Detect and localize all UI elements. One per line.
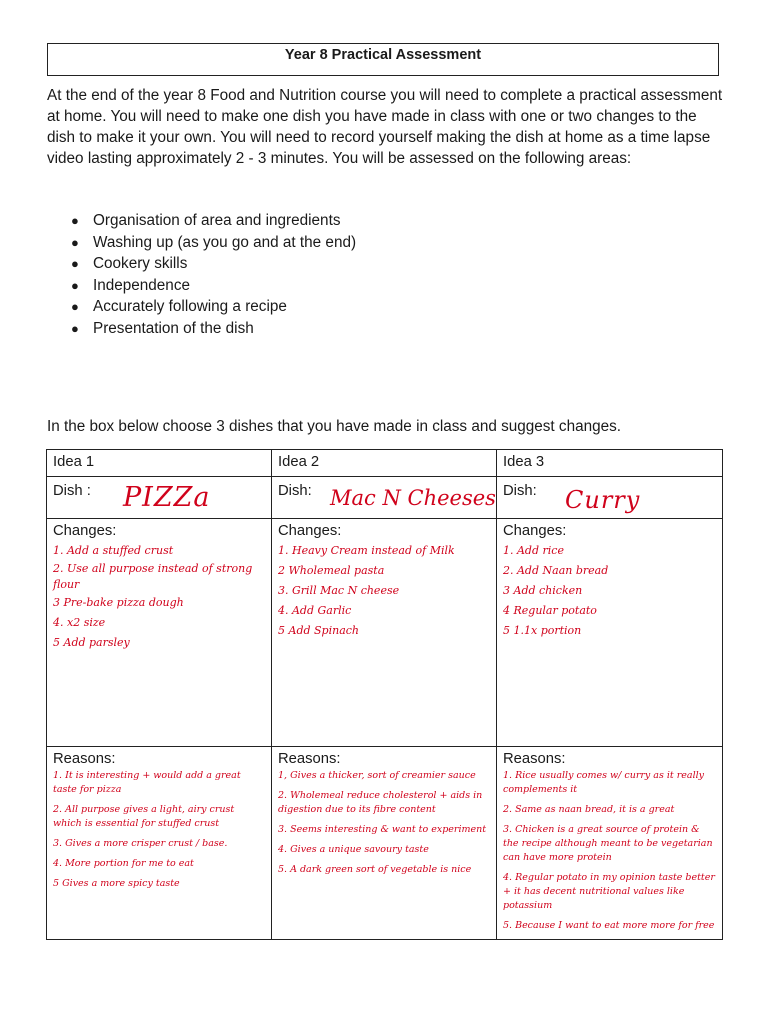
idea-3-header <box>497 450 723 477</box>
area-label: Cookery skills <box>93 255 188 273</box>
page-title: Year 8 Practical Assessment <box>47 43 719 76</box>
idea-3-changes-cell <box>497 519 723 747</box>
bullet-icon: ● <box>71 234 79 250</box>
dish-label: Dish: <box>503 483 537 499</box>
list-item: 4. x2 size <box>53 616 106 629</box>
list-item <box>47 232 707 254</box>
list-item: 5. Because I want to eat more more for free <box>503 920 715 931</box>
bullet-icon: ● <box>71 277 79 293</box>
dish-label: Dish : <box>53 483 91 499</box>
list-item: 5 1.1x portion <box>503 624 582 637</box>
list-item <box>47 210 707 232</box>
list-item: 4. More portion for me to eat <box>53 858 194 869</box>
list-item: 4. Add Garlic <box>278 604 352 617</box>
table-row <box>47 519 723 747</box>
list-item: 3 Add chicken <box>503 584 583 597</box>
list-item: 1. Heavy Cream instead of Milk <box>278 544 455 557</box>
list-item: 1, Gives a thicker, sort of creamier sauce <box>278 770 476 781</box>
changes-label: Changes: <box>53 523 117 539</box>
list-item: 3. Grill Mac N cheese <box>278 584 400 597</box>
idea-2-reasons-cell <box>272 747 497 940</box>
list-item: 3. Gives a more crisper crust / base. <box>53 838 228 849</box>
list-item: 2 Wholemeal pasta <box>278 564 385 577</box>
list-item: 3. Chicken is a great source of protein & the recipe although meant to be vegetarian can have more protein <box>503 824 713 863</box>
idea-1-reasons-cell <box>47 747 272 940</box>
idea-1-header <box>47 450 272 477</box>
list-item: 4. Gives a unique savoury taste <box>278 844 429 855</box>
bullet-icon: ● <box>71 320 79 336</box>
idea-1-dish-cell <box>47 477 272 519</box>
area-label: Organisation of area and ingredients <box>93 212 341 229</box>
dish-handwriting: PIZZa <box>123 482 211 513</box>
idea-3-dish-cell <box>497 477 723 519</box>
list-item <box>47 253 707 275</box>
list-item: 2. All purpose gives a light, airy crust which is essential for stuffed crust <box>53 804 235 829</box>
idea-label: Idea 1 <box>53 454 95 470</box>
ideas-table <box>46 449 723 940</box>
idea-2-header <box>272 450 497 477</box>
table-instruction: In the box below choose 3 dishes that you have made in class and suggest changes. <box>47 418 622 435</box>
list-item: 2. Same as naan bread, it is a great <box>503 804 675 815</box>
list-item: 2. Use all purpose instead of strong flour <box>53 562 253 591</box>
list-item <box>47 275 707 297</box>
list-item: 1. Add a stuffed crust <box>53 544 174 557</box>
list-item <box>47 296 707 318</box>
list-item: 1. Add rice <box>503 544 564 557</box>
list-item: 4. Regular potato in my opinion taste better + it has decent nutritional values like potassium <box>503 872 715 911</box>
reasons-label: Reasons: <box>503 751 566 767</box>
bullet-icon: ● <box>71 213 79 228</box>
list-item: 4 Regular potato <box>503 604 597 617</box>
list-item: 3. Seems interesting & want to experiment <box>278 824 487 835</box>
bullet-icon: ● <box>71 256 79 272</box>
assessment-areas-list <box>47 210 707 340</box>
list-item: 1. Rice usually comes w/ curry as it really complements it <box>503 770 705 795</box>
dish-handwriting: Curry <box>565 486 641 514</box>
table-row <box>47 450 723 477</box>
list-item: 5 Add parsley <box>53 636 130 649</box>
bullet-icon: ● <box>71 299 79 315</box>
list-item: 5. A dark green sort of vegetable is nice <box>278 864 472 875</box>
area-label: Presentation of the dish <box>93 319 254 337</box>
area-label: Independence <box>93 276 190 294</box>
list-item: 2. Add Naan bread <box>503 564 609 577</box>
reasons-label: Reasons: <box>53 751 116 767</box>
table-row <box>47 747 723 940</box>
idea-1-changes-cell <box>47 519 272 747</box>
dish-label: Dish: <box>278 483 312 499</box>
list-item: 1. It is interesting + would add a great taste for pizza <box>53 770 241 795</box>
reasons-list <box>503 769 716 933</box>
changes-label: Changes: <box>278 523 342 539</box>
idea-3-reasons-cell <box>497 747 723 940</box>
reasons-list <box>278 769 490 877</box>
changes-list <box>503 541 716 641</box>
list-item: 5 Gives a more spicy taste <box>53 878 180 889</box>
idea-2-changes-cell <box>272 519 497 747</box>
intro-paragraph: At the end of the year 8 Food and Nutrition course you will need to complete a practical assessment at home. You will need to make one dish you have made in class with one or two changes to the dish to make it your own. You will need to record yourself making the dish at home as a time lapse video lasting approximately 2 - 3 minutes. You will be assessed on the following areas: <box>47 87 723 167</box>
list-item: 3 Pre-bake pizza dough <box>53 596 184 609</box>
idea-2-dish-cell <box>272 477 497 519</box>
changes-label: Changes: <box>503 523 567 539</box>
reasons-list <box>53 769 265 891</box>
idea-label: Idea 3 <box>503 454 545 470</box>
list-item: 5 Add Spinach <box>278 624 360 637</box>
changes-list <box>53 541 265 653</box>
dish-handwriting: Mac N Cheeses <box>330 486 496 510</box>
list-item: 2. Wholemeal reduce cholesterol + aids in digestion due to its fibre content <box>278 790 483 815</box>
changes-list <box>278 541 490 641</box>
idea-label: Idea 2 <box>278 454 320 470</box>
list-item <box>47 318 707 340</box>
table-row <box>47 477 723 519</box>
area-label: Washing up (as you go and at the end) <box>93 233 357 251</box>
area-label: Accurately following a recipe <box>93 298 287 316</box>
reasons-label: Reasons: <box>278 751 341 767</box>
